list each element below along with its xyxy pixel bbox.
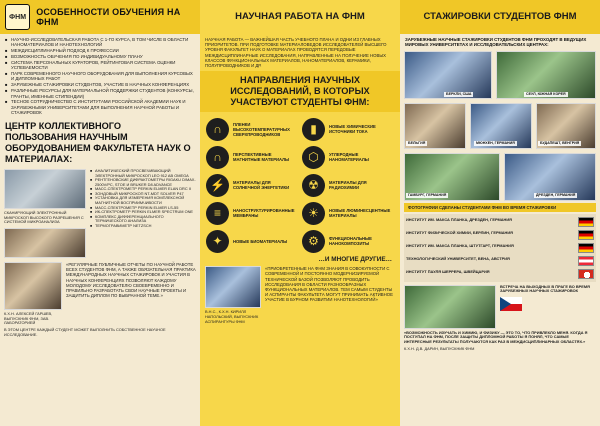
feature-item: ■ МЕЖДИСЦИПЛИНАРНЫЙ ПОДХОД К ПРОФЕССИИ bbox=[5, 48, 195, 53]
equipment-item: ■ МАСС-СПЕКТРОМЕТР PERKIN ELMER LS-55 bbox=[90, 206, 196, 211]
direction-label: ПЕРСПЕКТИВНЫЕ МАГНИТНЫЕ МАТЕРИАЛЫ bbox=[233, 152, 290, 163]
garshev-caption: К.Х.Н. АЛЕКСЕЙ ГАРШЕВ, ВЫПУСКНИК ФНМ, ЗАВ. ЛАБОРАТОРИЕЙ bbox=[4, 311, 53, 326]
institute-row bbox=[406, 229, 594, 241]
equipment-item: ■ ИК-СПЕКТРОМЕТР PERKIN ELMER SPECTRUM ONE bbox=[90, 210, 196, 215]
napolsky-quote: «ПРИОБРЕТЕННЫЕ НА ФНМ ЗНАНИЯ В СОВОКУПНОСТИ С СОВРЕМЕННОЙ И ПОСТОЯННО МОДЕРНИЗИРУЕМОЙ ТЕХНИЧЕСКОЙ БАЗОЙ ПОЗВОЛЯЮТ ПРОВОДИТЬ ИССЛЕДОВАНИЯ В ОБЛАСТИ РАЗНООБРАЗНЫХ ФУНКЦИОНАЛЬНЫХ МАТЕРИАЛОВ. ТЕМ САМЫМ СТУДЕНТЫ И АСПИРАНТЫ ФАКУЛЬТЕТА МОГУТ ПРИНИМАТЬ АКТИВНОЕ УЧАСТИЕ В БУРНОМ РАЗВИТИИ НАНОТЕХНОЛОГИЙ» bbox=[265, 266, 393, 303]
directions-grid bbox=[200, 112, 400, 254]
equipment-item: ■ МАСС-СПЕКТРОМЕТР PERKIN ELMER ELAN DRC II bbox=[90, 187, 196, 192]
napolsky-portrait bbox=[205, 266, 261, 308]
internship-photos bbox=[404, 51, 596, 201]
photo-location-label: БУДАПЕШТ, ВЕНГРИЯ bbox=[540, 141, 580, 146]
country-flag-icon bbox=[578, 217, 594, 227]
direction-item bbox=[206, 172, 298, 198]
photo-location-label: ГАМБУРГ, ГЕРМАНИЯ bbox=[408, 193, 447, 198]
gear-icon: ⚙ bbox=[302, 230, 325, 253]
direction-label: НОВЫЕ ЛЮМИНЕСЦЕНТНЫЕ МАТЕРИАЛЫ bbox=[329, 208, 391, 219]
equipment-list bbox=[90, 169, 196, 258]
direction-label: ПЛЕНКИ ВЫСОКОТЕМПЕРАТУРНЫХ СВЕРХПРОВОДНИКОВ bbox=[233, 121, 290, 137]
direction-item bbox=[206, 144, 298, 170]
direction-label: МАТЕРИАЛЫ ДЛЯ РАДИОХИМИИ bbox=[329, 180, 367, 191]
direction-item bbox=[302, 172, 394, 198]
flag-czech bbox=[500, 297, 522, 311]
feature-item: ■ ВОЗМОЖНОСТЬ ОБУЧЕНИЯ ПО ИНДИВИДУАЛЬНОМУ ПЛАНУ bbox=[5, 54, 195, 59]
institute-row bbox=[406, 268, 594, 280]
prague-photo bbox=[404, 285, 496, 329]
institute-label: ИНСТИТУТ ИМ. МАКСА ПЛАНКА, ШТУТГАРТ, ГЕРМАНИЯ bbox=[406, 242, 514, 248]
direction-label: МАТЕРИАЛЫ ДЛЯ СОЛНЕЧНОЙ ЭНЕРГЕТИКИ bbox=[233, 180, 290, 191]
features-list bbox=[0, 34, 200, 115]
direction-label: НОВЫЕ БИОМАТЕРИАЛЫ bbox=[233, 238, 288, 244]
institute-label: ИНСТИТУТ ИМ. МАКСА ПЛАНКА, ДРЕЗДЕН, ГЕРМАНИЯ bbox=[406, 216, 512, 222]
bone-icon: ✦ bbox=[206, 230, 229, 253]
direction-item bbox=[206, 116, 298, 142]
darin-caption: К.Х.Н. Д.В. ДАРИН, ВЫПУСКНИК ФНМ bbox=[404, 345, 475, 351]
country-flag-icon bbox=[578, 256, 594, 266]
photo-location-label: МЮНХЕН, ГЕРМАНИЯ bbox=[476, 141, 515, 146]
institute-label: ИНСТИТУТ ФИЗИЧЕСКОЙ ХИМИИ, БЕРЛИН, ГЕРМАНИЯ bbox=[406, 229, 513, 235]
carbon-icon: ⬡ bbox=[302, 146, 325, 169]
feature-item: ■ НАУЧНО-ИССЛЕДОВАТЕЛЬСКАЯ РАБОТА С 1-ГО КУРСА, В ТОМ ЧИСЛЕ В ОБЛАСТИ НАНОМАТЕРИАЛОВ И НАНОТЕХНОЛОГИЙ bbox=[5, 37, 195, 48]
photo-location-label: БЕРКЛИ, США bbox=[446, 92, 472, 97]
feature-item: ■ СИСТЕМА ПЕРСОНАЛЬНЫХ КУРАТОРОВ, РЕЙТИНГОВАЯ СИСТЕМА ОЦЕНКИ УСПЕВАЕМОСТИ bbox=[5, 60, 195, 71]
direction-item bbox=[206, 200, 298, 226]
features-column bbox=[0, 0, 200, 426]
research-column bbox=[200, 0, 400, 426]
more-label: …И МНОГИЕ ДРУГИЕ… bbox=[318, 256, 392, 264]
magnet-icon: ∩ bbox=[206, 118, 229, 141]
internships-intro: ЗАРУБЕЖНЫЕ НАУЧНЫЕ СТАЖИРОВКИ СТУДЕНТОВ ФНМ ПРОХОДЯТ В ВЕДУЩИХ МИРОВЫХ УНИВЕРСИТЕТАХ И ИССЛЕДОВАТЕЛЬСКИХ ЦЕНТРАХ: bbox=[405, 37, 587, 48]
photo-location-label: СЕУЛ, ЮЖНАЯ КОРЕЯ bbox=[526, 92, 566, 97]
battery-icon: ▮ bbox=[302, 118, 325, 141]
microscope-photo bbox=[4, 169, 86, 209]
directions-title: НАПРАВЛЕНИЯ НАУЧНЫХ ИССЛЕДОВАНИЙ, В КОТОРЫХ УЧАСТВУЮТ СТУДЕНТЫ ФНМ: bbox=[200, 71, 400, 112]
country-flag-icon bbox=[578, 230, 594, 240]
features-title: ОСОБЕННОСТИ ОБУЧЕНИЯ НА ФНМ bbox=[36, 7, 181, 27]
direction-item bbox=[302, 144, 394, 170]
direction-item bbox=[206, 228, 298, 254]
equipment-item: ■ ТЕРМОГРАВИМЕТР NETZSCH bbox=[90, 224, 196, 229]
features-header bbox=[0, 0, 200, 34]
magnet-icon: ∩ bbox=[206, 146, 229, 169]
bulb-icon: ☀ bbox=[302, 202, 325, 225]
direction-label: УГЛЕРОДНЫЕ НАНОМАТЕРИАЛЫ bbox=[329, 152, 369, 163]
garshev-quote: «РЕГУЛЯРНЫЕ ПУБЛИЧНЫЕ ОТЧЕТЫ ПО НАУЧНОЙ РАБОТЕ ВСЕХ СТУДЕНТОВ ФНМ, А ТАКЖЕ ОБЯЗАТЕЛЬНАЯ ПРАКТИКА МЕЖДУНАРОДНЫХ НАУЧНЫХ СТАЖИРОВОК И УЧАСТИЯ В НАУЧНЫХ КОНФЕРЕНЦИЯХ ПОЗВОЛЯЮТ КАЖДОМУ МОЛОДОМУ ИССЛЕДОВАТЕЛЮ СВОЕВРЕМЕННО И ПРАВИЛЬНО РАЗРАБОТАТЬ СВОИ НАУЧНЫЕ ПРОЕКТЫ И ЗАЩИТИТЬ ДИПЛОМ ПО ВЫБРАННОЙ ТЕМЕ.» bbox=[66, 262, 196, 299]
photo-location-label: ДРЕЗДЕН, ГЕРМАНИЯ bbox=[536, 193, 576, 198]
country-flag-icon bbox=[578, 243, 594, 253]
feature-item: ■ ТЕСНОЕ СОТРУДНИЧЕСТВО С ИНСТИТУТАМИ РОССИЙСКОЙ АКАДЕМИИ НАУК И ЗАРУБЕЖНЫМИ УНИВЕРСИТЕТАМИ ДЛЯ ВЫПОЛНЕНИЯ НАУЧНОЙ РАБОТЫ И СТАЖИРОВОК bbox=[5, 99, 195, 115]
faculty-logo: ФНМ bbox=[5, 4, 30, 30]
photo-location-label: БЕЛЬГИЯ bbox=[408, 141, 426, 146]
institute-label: ИНСТИТУТ ПАУЛЯ ШЕРРЕРА, ШВЕЙЦАРИЯ bbox=[406, 268, 490, 274]
prague-caption: ВСТРЕЧА НА ВЫХОДНЫХ В ПРАГЕ ВО ВРЕМЯ ЗАРУБЕЖНЫХ НАУЧНЫХ СТАЖИРОВОК bbox=[500, 283, 590, 294]
direction-item bbox=[302, 116, 394, 142]
direction-label: ФУНКЦИОНАЛЬНЫЕ НАНОКОМПОЗИТЫ bbox=[329, 236, 372, 247]
microscope-caption: СКАНИРУЮЩИЙ ЭЛЕКТРОННЫЙ МИКРОСКОП ВЫСОКОГО РАЗРЕШЕНИЯ С СИСТЕМОЙ МИКРОАНАЛИЗА bbox=[4, 209, 84, 225]
garshev-portrait bbox=[4, 262, 62, 310]
photos-banner: ФОТОГРАФИИ СДЕЛАНЫ СТУДЕНТАМИ ФНМ ВО ВРЕМЯ СТАЖИРОВКИ bbox=[404, 203, 596, 212]
internships-column bbox=[400, 0, 600, 426]
direction-label: НОВЫЕ ХИМИЧЕСКИЕ ИСТОЧНИКИ ТОКА bbox=[329, 124, 376, 135]
center-note: В ЭТОМ ЦЕНТРЕ КАЖДЫЙ СТУДЕНТ МОЖЕТ ВЫПОЛНИТЬ СОБСТВЕННОЕ НАУЧНОЕ ИССЛЕДОВАНИЕ. bbox=[4, 327, 166, 337]
equipment-section bbox=[0, 167, 200, 258]
equipment-item: ■ ЗОНДОВЫЙ МИКРОСКОП NT-MDT SOLVER P47 bbox=[90, 192, 196, 197]
center-title: ЦЕНТР КОЛЛЕКТИВНОГО ПОЛЬЗОВАНИЯ НАУЧНЫМ ОБОРУДОВАНИЕМ ФАКУЛЬТЕТА НАУК О МАТЕРИАЛАХ: bbox=[5, 120, 191, 164]
direction-item bbox=[302, 228, 394, 254]
institute-label: ТЕХНОЛОГИЧЕСКИЙ УНИВЕРСИТЕТ, ВЕНА, АВСТРИЯ bbox=[406, 255, 510, 261]
equipment-item: ■ КОМПЛЕКС ДИФФЕРЕНЦИАЛЬНОГО ТЕРМИЧЕСКОГО АНАЛИЗА bbox=[90, 215, 196, 224]
research-intro: НАУЧНАЯ РАБОТА — ВАЖНЕЙШАЯ ЧАСТЬ УЧЕБНОГО ПЛАНА И ОДНИ ИЗ ГЛАВНЫХ ПРИОРИТЕТОВ. ПРИ ПОДГОТОВКЕ МАТЕРИАЛОВЕДОВ ИССЛЕДОВАТЕЛЕЙ ВЫСШЕГО УРОВНЯ ФАКУЛЬТЕТ НАУК О МАТЕРИАЛАХ ПРОВОДЯТСЯ ПЕРЕДОВЫЕ МЕЖДИСЦИПЛИНАРНЫЕ ИССЛЕДОВАНИЯ, НАПРАВЛЕННЫЕ НА ПОЛУЧЕНИЕ НОВЫХ КЛАССОВ ФУНКЦИОНАЛЬНЫХ МАТЕРИАЛОВ, НАНОМАТЕРИАЛОВ, КЕРАМИКИ, ПОЛУПРОВОДНИКОВ И ДР. bbox=[205, 37, 387, 69]
direction-label: НАНОСТРУКТУРИРОВАННЫЕ МЕМБРАНЫ bbox=[233, 208, 295, 219]
institute-row bbox=[406, 216, 594, 228]
equipment-item: ■ РЕНТГЕНОВСКИЕ ДИФРАКТОМЕТРЫ RIGAKU D/MAX-2500V/PC, STOE И BRUKER D8 ADVANCE bbox=[90, 178, 196, 187]
country-flag-icon bbox=[578, 269, 594, 279]
institute-row bbox=[406, 242, 594, 254]
feature-item: ■ ЗАРУБЕЖНЫЕ СТАЖИРОВКИ СТУДЕНТОВ, УЧАСТИЕ В НАУЧНЫХ КОНФЕРЕНЦИЯХ bbox=[5, 82, 195, 87]
napolsky-caption: В.Н.С., К.Х.Н. КИРИЛЛ НАПОЛЬСКИЙ, ВЫПУСКНИК АСПИРАНТУРЫ ФНМ bbox=[205, 309, 259, 324]
internships-title: СТАЖИРОВКИ СТУДЕНТОВ ФНМ bbox=[400, 0, 600, 34]
radiation-icon: ☢ bbox=[302, 174, 325, 197]
feature-item: ■ ПАРК СОВРЕМЕННОГО НАУЧНОГО ОБОРУДОВАНИЯ ДЛЯ ВЫПОЛНЕНИЯ КУРСОВЫХ И ДИПЛОМНЫХ РАБОТ bbox=[5, 71, 195, 82]
partner-institutes bbox=[404, 214, 596, 282]
equipment-item: ■ АНАЛИТИЧЕСКИЙ ПРОСВЕЧИВАЮЩИЙ ЭЛЕКТРОННЫЙ МИКРОСКОП LEO 912 AB OMEGA bbox=[90, 169, 196, 178]
direction-item bbox=[302, 200, 394, 226]
bolt-icon: ⚡ bbox=[206, 174, 229, 197]
feature-item: ■ РАЗЛИЧНЫЕ РЕСУРСЫ ДЛЯ МАТЕРИАЛЬНОЙ ПОДДЕРЖКИ СТУДЕНТОВ (КОНКУРСЫ, ГРАНТЫ, ИМЕННЫЕ СТИПЕНДИИ) bbox=[5, 88, 195, 99]
research-title: НАУЧНАЯ РАБОТА НА ФНМ bbox=[200, 0, 400, 34]
darin-quote: «ВОЗМОЖНОСТЬ ИЗУЧАТЬ И ХИМИЮ, И ФИЗИКУ — ЭТО ТО, ЧТО ПРИВЛЕКЛО МЕНЯ. КОГДА Я ПОСТУПАЛ НА ФНМ, ПОСЛЕ ЗАЩИТЫ ДИПЛОМНОЙ РАБОТЫ Я ПОНЯЛ, ЧТО САМЫЕ ИНТЕРЕСНЫЕ РЕЗУЛЬТАТЫ ПОЛУЧАЮТСЯ КАК РАЗ В МЕЖДИСЦИПЛИНАРНЫХ ОБЛАСТЯХ.» bbox=[404, 329, 588, 344]
lab-equipment-photo bbox=[4, 228, 86, 258]
institute-row bbox=[406, 255, 594, 267]
membrane-icon: ≡ bbox=[206, 202, 229, 225]
equipment-item: ■ УСТАНОВКА ДЛЯ ИЗМЕРЕНИЯ КОМПЛЕКСНОЙ МАГНИТНОЙ ВОСПРИИМЧИВОСТИ bbox=[90, 196, 196, 205]
